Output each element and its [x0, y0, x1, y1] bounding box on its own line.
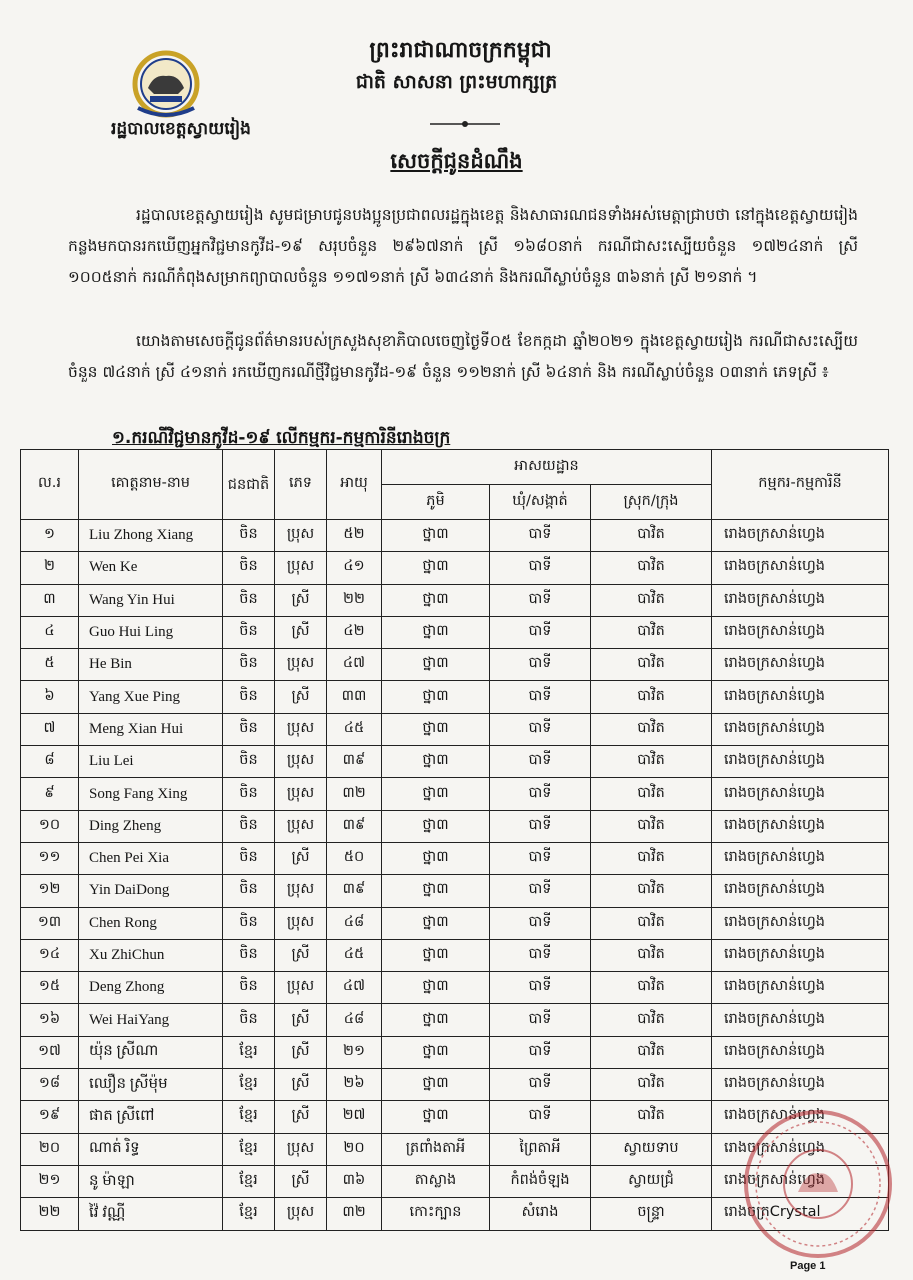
table-row: [21, 907, 889, 939]
row-district: បាវិត: [591, 1036, 712, 1068]
row-workplace: រោងចក្រសាន់ហ្វេង: [712, 972, 889, 1004]
row-age: ៣២: [327, 778, 382, 810]
table-row: [21, 1004, 889, 1036]
row-workplace: រោងចក្រសាន់ហ្វេង: [712, 1165, 889, 1197]
row-name: Chen Pei Xia: [79, 842, 223, 874]
row-village: ថ្នា៣: [382, 746, 490, 778]
row-sex: ប្រុស: [275, 1198, 327, 1230]
row-nationality: ចិន: [223, 1004, 275, 1036]
table-row: [21, 584, 889, 616]
table-row: [21, 972, 889, 1004]
row-age: ២១: [327, 1036, 382, 1068]
table-row: [21, 939, 889, 971]
row-age: ៤៨: [327, 1004, 382, 1036]
row-name: នូ ម៉ាឡា: [79, 1165, 223, 1197]
row-workplace: រោងចក្រសាន់ហ្វេង: [712, 1101, 889, 1133]
row-sex: ស្រី: [275, 584, 327, 616]
row-name: Chen Rong: [79, 907, 223, 939]
row-district: បាវិត: [591, 746, 712, 778]
row-name: Yin DaiDong: [79, 875, 223, 907]
table-row: [21, 810, 889, 842]
row-number: ១: [21, 520, 79, 552]
row-number: ១៣: [21, 907, 79, 939]
row-name: វ៉ៃ វណ្ណី: [79, 1198, 223, 1230]
row-sex: ប្រុស: [275, 810, 327, 842]
row-village: ថ្នា៣: [382, 907, 490, 939]
row-commune: បាទី: [490, 842, 591, 874]
row-nationality: ចិន: [223, 584, 275, 616]
row-age: ៤៥: [327, 939, 382, 971]
row-village: ថ្នា៣: [382, 939, 490, 971]
row-sex: ប្រុស: [275, 649, 327, 681]
row-district: បាវិត: [591, 907, 712, 939]
row-sex: ស្រី: [275, 1165, 327, 1197]
row-nationality: ចិន: [223, 810, 275, 842]
row-age: ៤២: [327, 616, 382, 648]
section-heading: ១.ករណីវិជ្ជមានកូវីដ-១៩ លើកម្មករ-កម្មការិនីរោងចក្រ: [112, 428, 451, 448]
row-number: ២១: [21, 1165, 79, 1197]
row-age: ២០: [327, 1133, 382, 1165]
row-age: ៥០: [327, 842, 382, 874]
row-age: ៣៣: [327, 681, 382, 713]
row-number: ១៥: [21, 972, 79, 1004]
header-commune: ឃុំ/សង្កាត់: [490, 485, 591, 520]
row-commune: បាទី: [490, 939, 591, 971]
row-workplace: រោងចក្រសាន់ហ្វេង: [712, 907, 889, 939]
row-workplace: រោងចក្រសាន់ហ្វេង: [712, 552, 889, 584]
row-number: ១៩: [21, 1101, 79, 1133]
row-district: បាវិត: [591, 1004, 712, 1036]
row-workplace: រោងចក្រសាន់ហ្វេង: [712, 778, 889, 810]
row-district: បាវិត: [591, 552, 712, 584]
row-sex: ប្រុស: [275, 1133, 327, 1165]
row-district: បាវិត: [591, 778, 712, 810]
row-sex: ប្រុស: [275, 746, 327, 778]
row-name: Liu Lei: [79, 746, 223, 778]
row-district: បាវិត: [591, 875, 712, 907]
row-village: ថ្នា៣: [382, 616, 490, 648]
province-office-name: រដ្ឋបាលខេត្តស្វាយរៀង: [111, 119, 251, 139]
row-number: ៣: [21, 584, 79, 616]
row-nationality: ចិន: [223, 649, 275, 681]
row-number: ៤: [21, 616, 79, 648]
row-workplace: រោងចក្រសាន់ហ្វេង: [712, 1004, 889, 1036]
row-village: ថ្នា៣: [382, 1004, 490, 1036]
row-village: ត្រពាំងតាអី: [382, 1133, 490, 1165]
table-row: [21, 616, 889, 648]
row-workplace: រោងចក្រCrystal: [712, 1198, 889, 1230]
row-name: Wen Ke: [79, 552, 223, 584]
table-row: [21, 1036, 889, 1068]
ornament-divider: [430, 119, 500, 129]
row-nationality: ចិន: [223, 616, 275, 648]
row-village: តាស្លាង: [382, 1165, 490, 1197]
row-village: ថ្នា៣: [382, 1069, 490, 1101]
intro-paragraph: រដ្ឋបាលខេត្តស្វាយរៀង សូមជម្រាបជូនបងប្អូនប្រជាពលរដ្ឋក្នុងខេត្ត និងសាធារណជនទាំងអស់មេត្តាជ្រាបថា នៅក្នុងខេត្តស្វាយរៀងកន្លងមកបានរកឃើញអ្នកវិជ្ជមានកូវីដ-១៩ សរុបចំនួន ២៩៦៧នាក់ ស្រី ១៦៨០នាក់ ករណីជាសះស្បើយចំនួន ១៧២៤នាក់ ស្រី ១០០៥នាក់ ករណីកំពុងសម្រាកព្យាបាលចំនួន ១១៧១នាក់ ស្រី ៦៣៤នាក់ និងករណីស្លាប់ចំនួន ៣៦នាក់ ស្រី ២១នាក់ ។: [68, 206, 858, 286]
row-sex: ស្រី: [275, 616, 327, 648]
row-name: ឈឿន ស្រីម៉ុម: [79, 1069, 223, 1101]
row-commune: បាទី: [490, 713, 591, 745]
row-commune: បាទី: [490, 616, 591, 648]
row-number: ៥: [21, 649, 79, 681]
header-name: គោត្តនាម-នាម: [79, 450, 223, 520]
row-village: ថ្នា៣: [382, 778, 490, 810]
row-age: ៣២: [327, 1198, 382, 1230]
row-village: ថ្នា៣: [382, 875, 490, 907]
table-row: [21, 746, 889, 778]
row-workplace: រោងចក្រសាន់ហ្វេង: [712, 1133, 889, 1165]
row-village: ថ្នា៣: [382, 713, 490, 745]
row-workplace: រោងចក្រសាន់ហ្វេង: [712, 681, 889, 713]
row-workplace: រោងចក្រសាន់ហ្វេង: [712, 1069, 889, 1101]
row-age: ២២: [327, 584, 382, 616]
table-row: [21, 842, 889, 874]
row-name: Meng Xian Hui: [79, 713, 223, 745]
header-age: អាយុ: [327, 450, 382, 520]
row-village: ថ្នា៣: [382, 552, 490, 584]
row-district: ចន្ទ្រា: [591, 1198, 712, 1230]
national-motto: ជាតិ សាសនា ព្រះមហាក្សត្រ: [355, 71, 558, 93]
row-nationality: ចិន: [223, 681, 275, 713]
row-workplace: រោងចក្រសាន់ហ្វេង: [712, 875, 889, 907]
row-village: ថ្នា៣: [382, 584, 490, 616]
table-row: [21, 778, 889, 810]
row-number: ២: [21, 552, 79, 584]
row-district: បាវិត: [591, 649, 712, 681]
row-nationality: ខ្មែរ: [223, 1133, 275, 1165]
row-village: ថ្នា៣: [382, 972, 490, 1004]
row-number: ១២: [21, 875, 79, 907]
row-commune: សំរោង: [490, 1198, 591, 1230]
row-sex: ស្រី: [275, 1069, 327, 1101]
row-name: Ding Zheng: [79, 810, 223, 842]
row-district: បាវិត: [591, 520, 712, 552]
row-age: ៤៧: [327, 972, 382, 1004]
row-district: បាវិត: [591, 939, 712, 971]
row-nationality: ចិន: [223, 746, 275, 778]
row-commune: បាទី: [490, 584, 591, 616]
row-district: បាវិត: [591, 584, 712, 616]
row-nationality: ចិន: [223, 552, 275, 584]
row-sex: ស្រី: [275, 1004, 327, 1036]
row-age: ៤៨: [327, 907, 382, 939]
row-nationality: ខ្មែរ: [223, 1165, 275, 1197]
row-name: Deng Zhong: [79, 972, 223, 1004]
row-name: Guo Hui Ling: [79, 616, 223, 648]
row-workplace: រោងចក្រសាន់ហ្វេង: [712, 1036, 889, 1068]
row-number: ៧: [21, 713, 79, 745]
row-name: Liu Zhong Xiang: [79, 520, 223, 552]
row-name: Song Fang Xing: [79, 778, 223, 810]
row-sex: ស្រី: [275, 1036, 327, 1068]
row-number: ១១: [21, 842, 79, 874]
row-district: បាវិត: [591, 1069, 712, 1101]
row-number: ១៨: [21, 1069, 79, 1101]
row-number: ៦: [21, 681, 79, 713]
row-commune: បាទី: [490, 810, 591, 842]
header-village: ភូមិ: [382, 485, 490, 520]
table-row: [21, 681, 889, 713]
row-name: Wei HaiYang: [79, 1004, 223, 1036]
row-district: បាវិត: [591, 810, 712, 842]
row-number: ១៧: [21, 1036, 79, 1068]
row-sex: ប្រុស: [275, 875, 327, 907]
kingdom-heading: ព្រះរាជាណាចក្រកម្ពុជា: [369, 38, 552, 63]
page-number: Page 1: [790, 1260, 826, 1272]
row-workplace: រោងចក្រសាន់ហ្វេង: [712, 746, 889, 778]
row-village: ថ្នា៣: [382, 842, 490, 874]
row-nationality: ចិន: [223, 713, 275, 745]
row-age: ៣៩: [327, 810, 382, 842]
row-age: ៤៧: [327, 649, 382, 681]
row-district: បាវិត: [591, 681, 712, 713]
row-nationality: ខ្មែរ: [223, 1036, 275, 1068]
header-no: ល.រ: [21, 450, 79, 520]
table-row: [21, 713, 889, 745]
row-age: ៣៦: [327, 1165, 382, 1197]
row-nationality: ចិន: [223, 875, 275, 907]
row-sex: ស្រី: [275, 842, 327, 874]
row-sex: ប្រុស: [275, 713, 327, 745]
table-row: [21, 649, 889, 681]
row-sex: ប្រុស: [275, 520, 327, 552]
row-district: បាវិត: [591, 1101, 712, 1133]
row-workplace: រោងចក្រសាន់ហ្វេង: [712, 616, 889, 648]
row-name: He Bin: [79, 649, 223, 681]
row-sex: ប្រុស: [275, 907, 327, 939]
row-commune: បាទី: [490, 1069, 591, 1101]
row-village: កោះក្បាន: [382, 1198, 490, 1230]
row-nationality: ខ្មែរ: [223, 1069, 275, 1101]
row-name: Xu ZhiChun: [79, 939, 223, 971]
table-row: [21, 552, 889, 584]
row-commune: បាទី: [490, 1036, 591, 1068]
row-commune: បាទី: [490, 552, 591, 584]
row-name: ផាត ស្រីពៅ: [79, 1101, 223, 1133]
row-name: Yang Xue Ping: [79, 681, 223, 713]
row-number: ៩: [21, 778, 79, 810]
row-sex: ស្រី: [275, 939, 327, 971]
row-nationality: ខ្មែរ: [223, 1198, 275, 1230]
row-village: ថ្នា៣: [382, 810, 490, 842]
row-age: ២៧: [327, 1101, 382, 1133]
row-commune: ព្រៃតាអី: [490, 1133, 591, 1165]
row-commune: បាទី: [490, 649, 591, 681]
table-row: [21, 1069, 889, 1101]
row-age: ២៦: [327, 1069, 382, 1101]
row-name: Wang Yin Hui: [79, 584, 223, 616]
official-seal-stamp: [738, 1104, 898, 1264]
row-nationality: ចិន: [223, 907, 275, 939]
row-sex: ប្រុស: [275, 972, 327, 1004]
header-nationality: ជនជាតិ: [223, 450, 275, 520]
row-commune: បាទី: [490, 875, 591, 907]
row-commune: បាទី: [490, 972, 591, 1004]
row-age: ៣៩: [327, 746, 382, 778]
row-workplace: រោងចក្រសាន់ហ្វេង: [712, 584, 889, 616]
row-number: ១០: [21, 810, 79, 842]
row-name: យ៉ុន ស្រីណា: [79, 1036, 223, 1068]
row-number: ១៤: [21, 939, 79, 971]
row-sex: ស្រី: [275, 1101, 327, 1133]
row-workplace: រោងចក្រសាន់ហ្វេង: [712, 810, 889, 842]
row-commune: បាទី: [490, 520, 591, 552]
row-district: បាវិត: [591, 842, 712, 874]
header-address: អាសយដ្ឋាន: [382, 450, 712, 485]
row-workplace: រោងចក្រសាន់ហ្វេង: [712, 520, 889, 552]
header-workplace: កម្មករ-កម្មការិនី: [712, 450, 889, 520]
row-number: ២២: [21, 1198, 79, 1230]
row-number: ៨: [21, 746, 79, 778]
row-workplace: រោងចក្រសាន់ហ្វេង: [712, 939, 889, 971]
ministry-update-paragraph: យោងតាមសេចក្តីជូនព័ត៌មានរបស់ក្រសួងសុខាភិបាលចេញថ្ងៃទី០៥ ខែកក្កដា ឆ្នាំ២០២១ ក្នុងខេត្តស្វាយរៀង ករណីជាសះស្បើយចំនួន ៧៤នាក់ ស្រី ៤១នាក់ រកឃើញករណីថ្មីវិជ្ជមានកូវីដ-១៩ ចំនួន ១១២នាក់ ស្រី ៦៤នាក់ និង ករណីស្លាប់ចំនួន ០៣នាក់ ភេទស្រី ៖: [68, 332, 858, 381]
row-sex: ស្រី: [275, 681, 327, 713]
row-workplace: រោងចក្រសាន់ហ្វេង: [712, 713, 889, 745]
row-district: បាវិត: [591, 972, 712, 1004]
row-district: បាវិត: [591, 616, 712, 648]
row-nationality: ចិន: [223, 972, 275, 1004]
header-district: ស្រុក/ក្រុង: [591, 485, 712, 520]
row-village: ថ្នា៣: [382, 520, 490, 552]
row-age: ៥២: [327, 520, 382, 552]
row-commune: បាទី: [490, 681, 591, 713]
row-workplace: រោងចក្រសាន់ហ្វេង: [712, 649, 889, 681]
row-age: ៤១: [327, 552, 382, 584]
table-row: [21, 875, 889, 907]
row-nationality: ខ្មែរ: [223, 1101, 275, 1133]
row-nationality: ចិន: [223, 520, 275, 552]
row-commune: បាទី: [490, 746, 591, 778]
row-name: ណាត់ រិទ្ធ: [79, 1133, 223, 1165]
row-commune: បាទី: [490, 1101, 591, 1133]
row-village: ថ្នា៣: [382, 1036, 490, 1068]
row-nationality: ចិន: [223, 939, 275, 971]
row-village: ថ្នា៣: [382, 681, 490, 713]
row-number: ២០: [21, 1133, 79, 1165]
row-commune: បាទី: [490, 778, 591, 810]
document-title: សេចក្តីជូនដំណឹង: [390, 149, 523, 173]
row-commune: កំពង់ចំឡង: [490, 1165, 591, 1197]
table-row: [21, 520, 889, 552]
row-workplace: រោងចក្រសាន់ហ្វេង: [712, 842, 889, 874]
row-commune: បាទី: [490, 1004, 591, 1036]
row-number: ១៦: [21, 1004, 79, 1036]
header-sex: ភេទ: [275, 450, 327, 520]
row-sex: ប្រុស: [275, 778, 327, 810]
row-sex: ប្រុស: [275, 552, 327, 584]
row-nationality: ចិន: [223, 842, 275, 874]
row-village: ថ្នា៣: [382, 649, 490, 681]
row-district: ស្វាយទាប: [591, 1133, 712, 1165]
row-district: បាវិត: [591, 713, 712, 745]
row-age: ៣៩: [327, 875, 382, 907]
row-nationality: ចិន: [223, 778, 275, 810]
row-age: ៤៥: [327, 713, 382, 745]
row-commune: បាទី: [490, 907, 591, 939]
row-district: ស្វាយជ្រំ: [591, 1165, 712, 1197]
row-village: ថ្នា៣: [382, 1101, 490, 1133]
